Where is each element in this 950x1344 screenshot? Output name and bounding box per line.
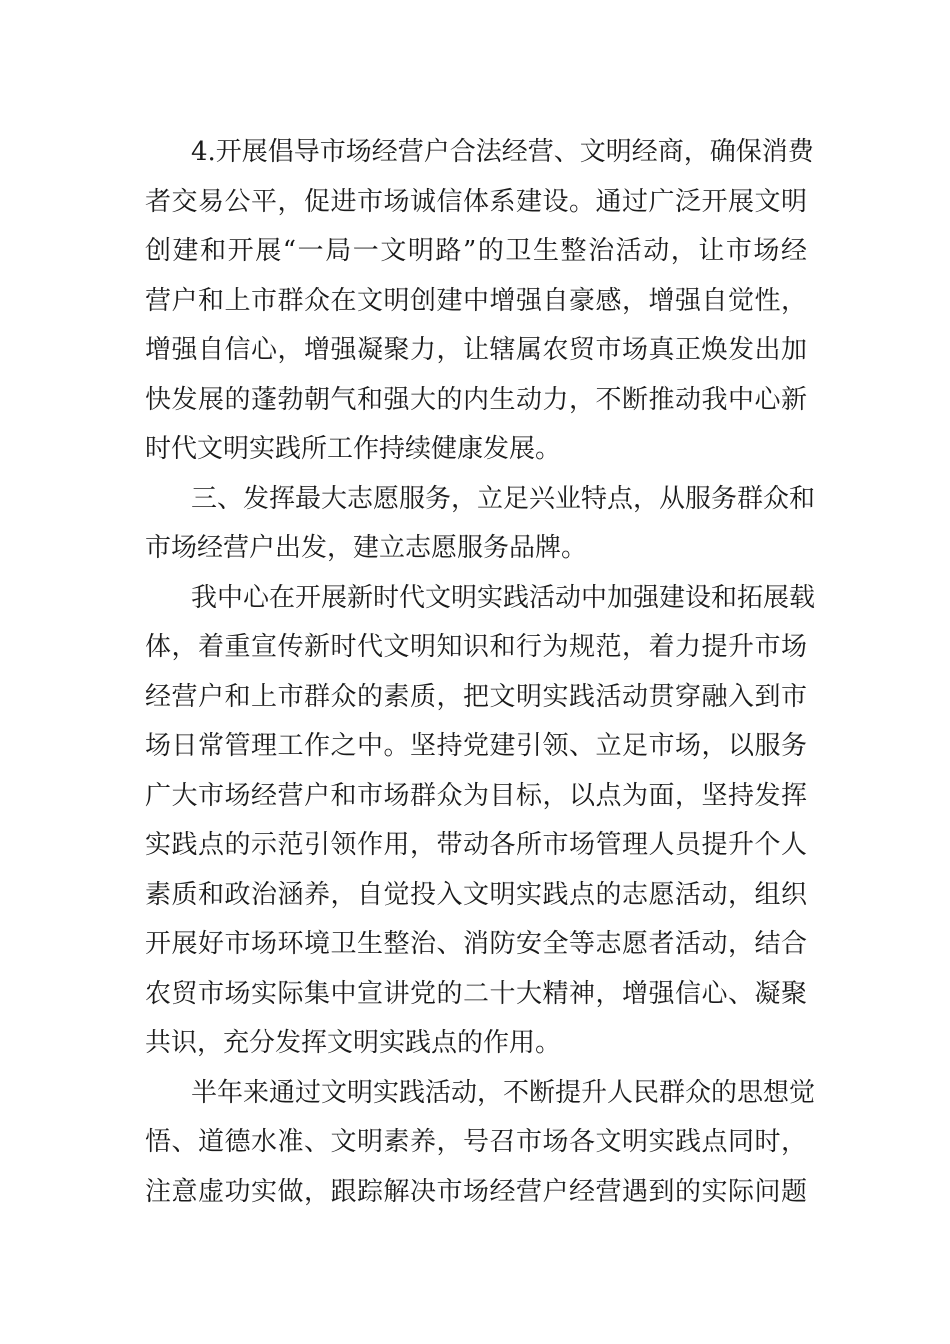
section-heading-paragraph [145, 475, 816, 574]
text-line: 营户和上市群众在文明创建中增强自豪感，增强自觉性， [145, 285, 807, 316]
text-line: 我中心在开展新时代文明实践活动中加强建设和拓展载 [191, 582, 816, 613]
text-line: 4.开展倡导市场经营户合法经营、文明经商，确保消费 [191, 137, 814, 167]
text-line: 体，着重宣传新时代文明知识和行为规范，着力提升市场 [145, 632, 807, 662]
text-line: 增强自信心，增强凝聚力，让辖属农贸市场真正焕发出加 [145, 335, 807, 365]
text-line: 快发展的蓬勃朝气和强大的内生动力，不断推动我中心新 [145, 384, 807, 415]
text-line: 半年来通过文明实践活动，不断提升人民群众的思想觉 [191, 1077, 816, 1108]
paragraph [145, 574, 816, 1069]
text-line: 广大市场经营户和市场群众为目标，以点为面，坚持发挥 [145, 780, 807, 811]
paragraph [145, 1069, 816, 1218]
text-line: 时代文明实践所工作持续健康发展。 [145, 434, 562, 464]
text-line: 场日常管理工作之中。坚持党建引领、立足市场，以服务 [145, 731, 807, 761]
text-line: 实践点的示范引领作用，带动各所市场管理人员提升个人 [145, 830, 807, 860]
text-line: 注意虚功实做，跟踪解决市场经营户经营遇到的实际问题 [145, 1176, 807, 1207]
text-line: 悟、道德水准、文明素养，号召市场各文明实践点同时， [145, 1127, 807, 1157]
text-line: 农贸市场实际集中宣讲党的二十大精神，增强信心、凝聚 [145, 978, 807, 1009]
document-body [145, 128, 816, 1217]
paragraph [145, 128, 814, 475]
text-line: 三、发挥最大志愿服务，立足兴业特点，从服务群众和 [191, 483, 816, 514]
text-line: 共识，充分发挥文明实践点的作用。 [145, 1028, 562, 1058]
text-line: 素质和政治涵养，自觉投入文明实践点的志愿活动，组织 [145, 879, 807, 910]
text-line: 者交易公平，促进市场诚信体系建设。通过广泛开展文明 [145, 186, 807, 217]
text-line: 市场经营户出发，建立志愿服务品牌。 [145, 533, 588, 563]
text-line: 经营户和上市群众的素质，把文明实践活动贯穿融入到市 [145, 681, 807, 712]
text-line: 创建和开展“一局一文明路”的卫生整治活动，让市场经 [145, 236, 807, 266]
text-line: 开展好市场环境卫生整治、消防安全等志愿者活动，结合 [145, 929, 807, 959]
